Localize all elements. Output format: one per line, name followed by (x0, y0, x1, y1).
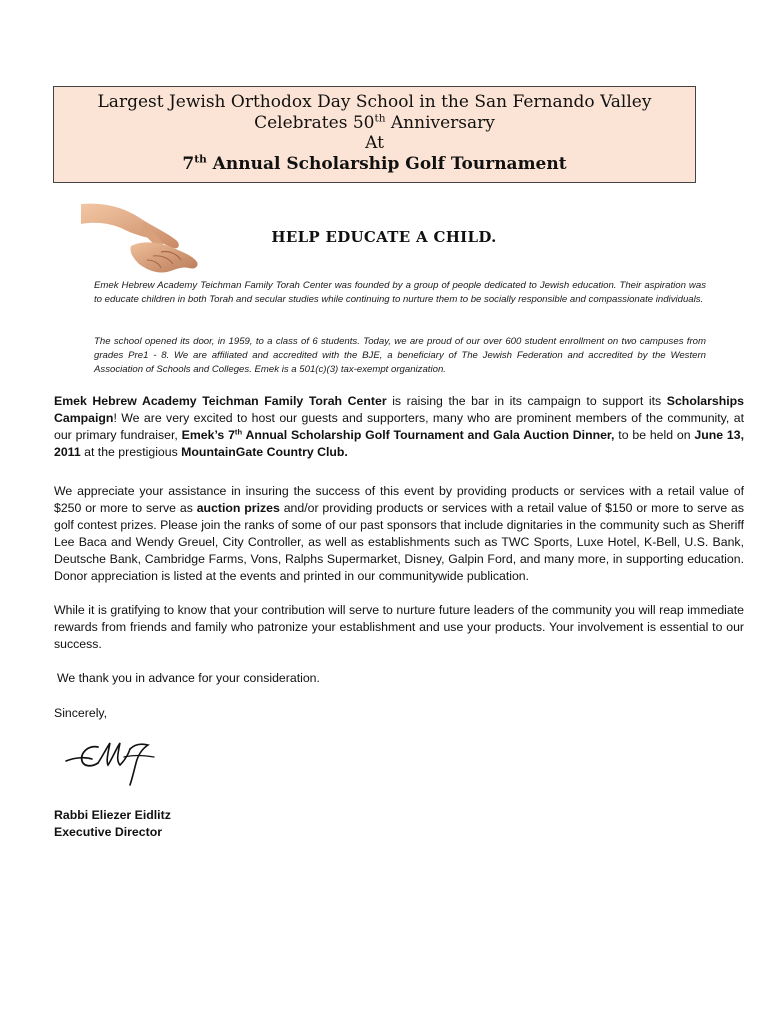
signature-image (62, 735, 158, 791)
header-line-1: Largest Jewish Orthodox Day School in the San Fernando Valley (97, 92, 652, 112)
signer-name: Rabbi Eliezer Eidlitz (54, 808, 171, 822)
header-line-2-prefix: Celebrates 50 (254, 113, 375, 133)
tagline: HELP EDUCATE A CHILD. (271, 228, 497, 246)
event-date: June 13, 2011 (54, 428, 745, 459)
body-p1-text-2: ! We are very excited to host our guests and supporters, many who are prominent members of the community, at our primary fundraiser, (54, 411, 744, 442)
header-line-4 (54, 154, 695, 174)
body-p2-text-2: and/or providing products or services with a retail value of $150 or more to serve as golf contest prizes. Please join the ranks of some of our past sponsors that include dignitaries in the community such as Sheriff Lee Baca and Wendy Greuel, City Controller, as well as establishments such as TWC Sports, Luxe Hotel, K-Bell, U.S. Bank, Deutsche Bank, Cambridge Farms, Vons, Ralphs Supermarket, Disney, Galpin Ford, and many more, in supporting education. Donor appreciation is listed at the events and printed in our communitywide publication. (54, 501, 745, 583)
body-paragraph-3: While it is gratifying to know that your contribution will serve to nurture future leaders of the community you will reap immediate rewards from friends and family who patronize your establishment and use your products. Your involvement is essential to our success. (54, 603, 744, 651)
signer-title: Executive Director (54, 825, 162, 839)
header-line-4-suffix: Annual Scholarship Golf Tournament (206, 154, 567, 174)
event-name-sup: th (234, 427, 243, 437)
header-line-2 (54, 113, 695, 133)
event-name-suffix: Annual Scholarship Golf Tournament and Gala Auction Dinner, (242, 428, 615, 442)
intro-paragraph-2: The school opened its door, in 1959, to a class of 6 students. Today, we are proud of our over 600 student enrollment on two campuses from grades Pre1 - 8. We are affiliated and accredited with the BJE, a beneficiary of The Jewish Federation and accredited by the Western Association of Schools and Colleges. Emek is a 501(c)(3) tax-exempt organization. (94, 336, 706, 375)
auction-prizes: auction prizes (196, 501, 280, 515)
event-name-prefix: Emek’s 7 (181, 428, 235, 442)
body-paragraph-1 (54, 393, 744, 461)
header-line-4-prefix: 7 (182, 154, 195, 174)
body-p2-text-1: We appreciate your assistance in insuring the success of this event by providing products or services with a retail value of $250 or more to serve as (54, 484, 744, 515)
closing-line: Sincerely, (54, 706, 108, 720)
campaign-name: Scholarships Campaign (54, 394, 744, 425)
event-name (182, 428, 615, 442)
header-line-2-suffix: Anniversary (385, 113, 495, 133)
body-p1-text-4: at the prestigious (80, 445, 182, 459)
header-line-4-sup: th (194, 153, 207, 166)
body-p1-text-1: is raising the bar in its campaign to support its (386, 394, 667, 408)
event-venue: MountainGate Country Club. (181, 445, 348, 459)
org-name: Emek Hebrew Academy Teichman Family Torah Center (54, 394, 387, 408)
header-line-2-sup: th (374, 112, 386, 125)
intro-paragraph-1: Emek Hebrew Academy Teichman Family Torah Center was founded by a group of people dedicated to Jewish education. Their aspiration was to educate children in both Torah and secular studies while continuing to nurture them to be socially responsible and compassionate individuals. (94, 280, 706, 305)
body-paragraph-2 (54, 483, 744, 585)
header-box (53, 86, 696, 183)
body-p1-text-3: to be held on (614, 428, 695, 442)
thank-you-line: We thank you in advance for your consideration. (57, 671, 320, 685)
header-line-3: At (365, 133, 384, 153)
